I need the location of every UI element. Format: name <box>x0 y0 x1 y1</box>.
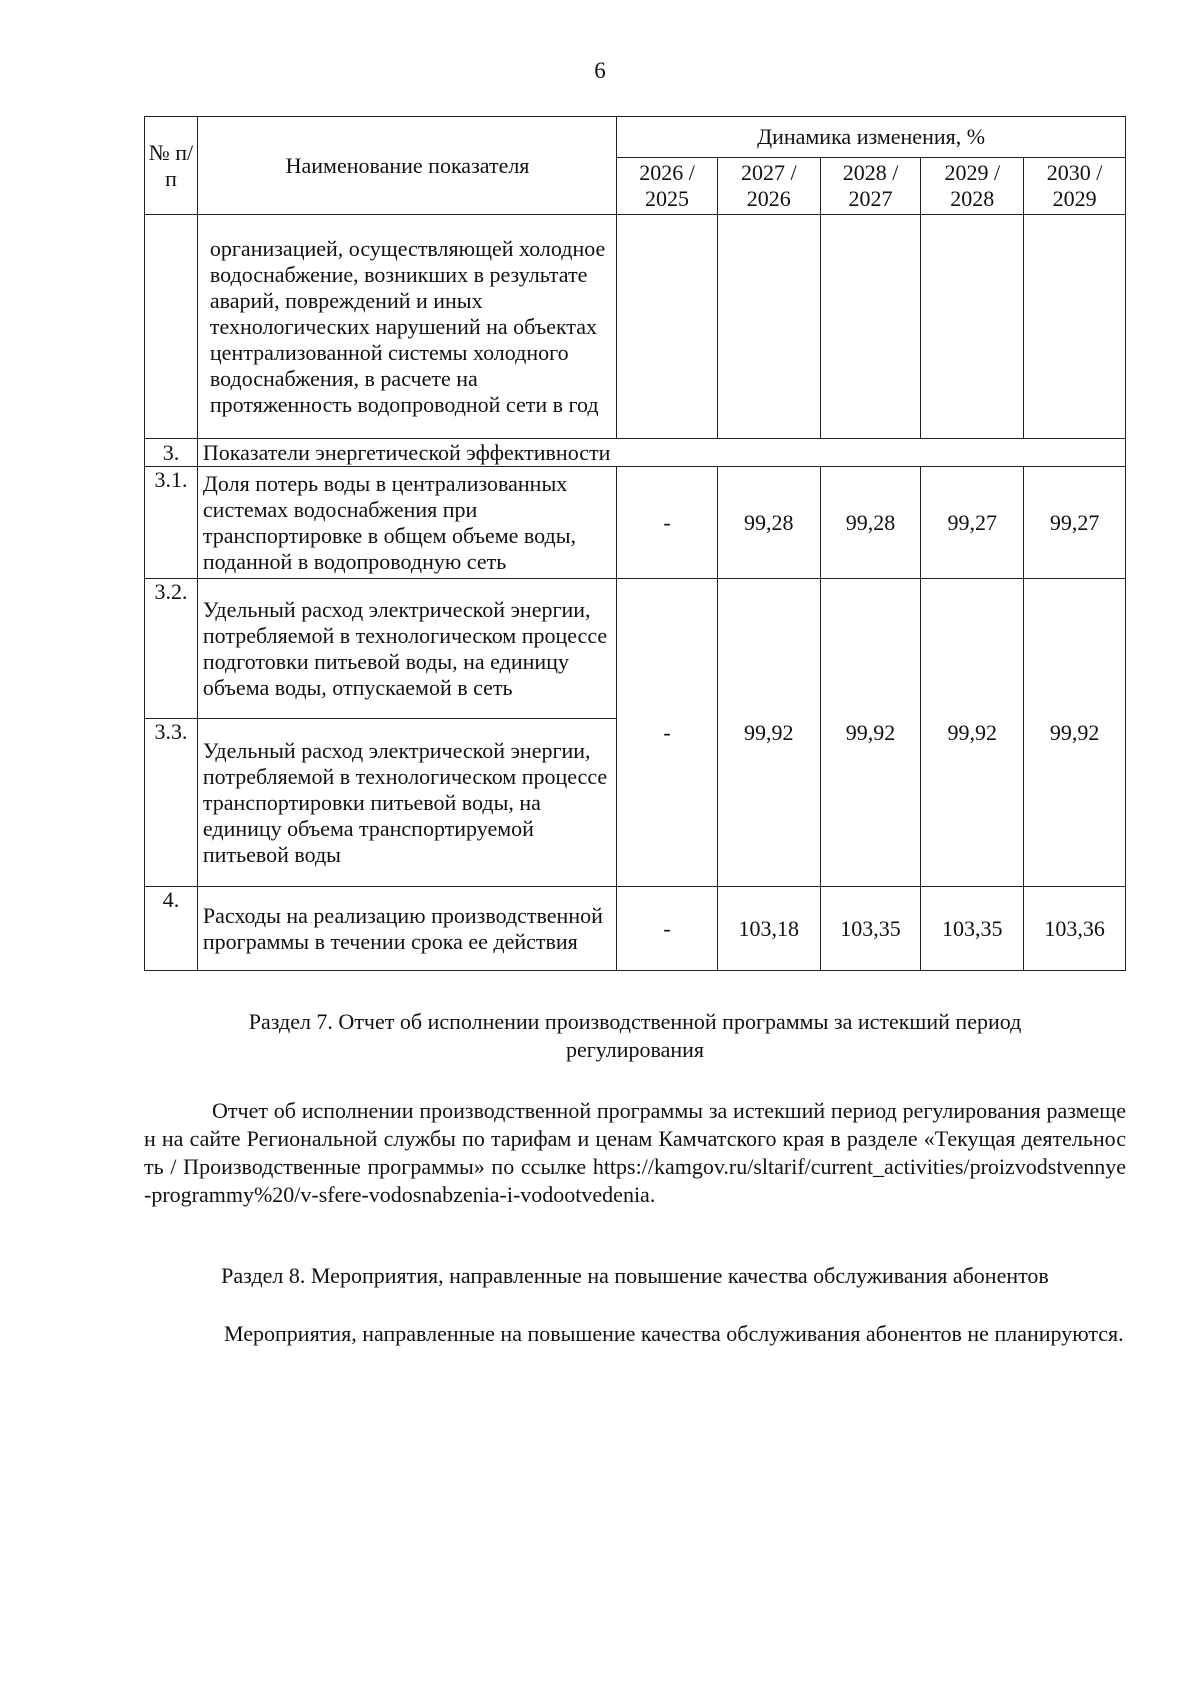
section-7-title <box>144 1008 1126 1064</box>
header-dynamics: Динамика изменения, % <box>617 117 1126 158</box>
value-cell: 99,28 <box>820 467 921 579</box>
value-cell: 99,92 <box>717 579 820 887</box>
header-year: 2029 / 2028 <box>921 158 1024 215</box>
header-year: 2026 / 2025 <box>617 158 718 215</box>
value-cell: 103,35 <box>921 887 1024 971</box>
row-indicator-name: Доля потерь воды в централизованных системах водоснабжения при транспортировке в общем объеме воды, поданной в водопроводную сеть <box>197 467 616 579</box>
table-row <box>145 215 1126 439</box>
indicators-table <box>144 116 1126 971</box>
row-number: 3.2. <box>145 579 198 719</box>
value-cell: - <box>617 467 718 579</box>
header-year: 2028 / 2027 <box>820 158 921 215</box>
value-cell: 99,28 <box>717 467 820 579</box>
value-cell: - <box>617 579 718 887</box>
value-cell <box>921 215 1024 439</box>
value-cell: 103,35 <box>820 887 921 971</box>
section-8-paragraph: Мероприятия, направленные на повышение качества обслуживания абонентов не планируются. <box>224 1321 1124 1346</box>
row-number: 3. <box>145 439 198 467</box>
row-number: 3.1. <box>145 467 198 579</box>
row-indicator-name: Удельный расход электрической энергии, потребляемой в технологическом процессе транспортировки питьевой воды, на единицу объема транспортируемой питьевой воды <box>197 719 616 887</box>
header-indicator-name: Наименование показателя <box>197 117 616 215</box>
row-number: 3.3. <box>145 719 198 887</box>
row-number <box>145 215 198 439</box>
row-section-title: Показатели энергетической эффективности <box>197 439 1125 467</box>
value-cell: 99,92 <box>820 579 921 887</box>
table-row <box>145 887 1126 971</box>
value-cell <box>820 215 921 439</box>
section-7-paragraph: Отчет об исполнении производственной программы за истекший период регулирования размещен на сайте Региональной службы по тарифам и ценам Камчатского края в разделе «Текущая деятельность / Производственные программы» по ссылке https://kamgov.ru/sltarif/current_activities/proizvodstvennye-programmy%20/v-sfere-vodosnabzenia-i-vodootvedenia. <box>144 1098 1126 1207</box>
value-cell <box>717 215 820 439</box>
section-7-title-line: Раздел 7. Отчет об исполнении производственной программы за истекший период <box>248 1009 1022 1034</box>
value-cell: 103,18 <box>717 887 820 971</box>
row-indicator-name: Удельный расход электрической энергии, потребляемой в технологическом процессе подготовки питьевой воды, на единицу объема воды, отпускаемой в сеть <box>197 579 616 719</box>
value-cell: - <box>617 887 718 971</box>
table-header-row <box>145 117 1126 158</box>
table-row <box>145 579 1126 719</box>
header-year: 2030 / 2029 <box>1024 158 1126 215</box>
table-row <box>145 467 1126 579</box>
value-cell: 99,92 <box>1024 579 1126 887</box>
value-cell: 99,27 <box>1024 467 1126 579</box>
page-number: 6 <box>594 58 606 83</box>
value-cell <box>1024 215 1126 439</box>
value-cell <box>617 215 718 439</box>
row-indicator-name: Расходы на реализацию производственной программы в течении срока ее действия <box>197 887 616 971</box>
section-8-title: Раздел 8. Мероприятия, направленные на повышение качества обслуживания абонентов <box>221 1263 1049 1288</box>
header-year: 2027 / 2026 <box>717 158 820 215</box>
section-7-title-line: регулирования <box>565 1037 705 1062</box>
row-number: 4. <box>145 887 198 971</box>
value-cell: 99,92 <box>921 579 1024 887</box>
value-cell: 103,36 <box>1024 887 1126 971</box>
row-indicator-name: организацией, осуществляющей холодное водоснабжение, возникших в результате аварий, повреждений и иных технологических нарушений на объектах централизованной системы холодного водоснабжения, в расчете на протяженность водопроводной сети в год <box>197 215 616 439</box>
table-row <box>145 439 1126 467</box>
header-number: № п/п <box>145 117 198 215</box>
value-cell: 99,27 <box>921 467 1024 579</box>
